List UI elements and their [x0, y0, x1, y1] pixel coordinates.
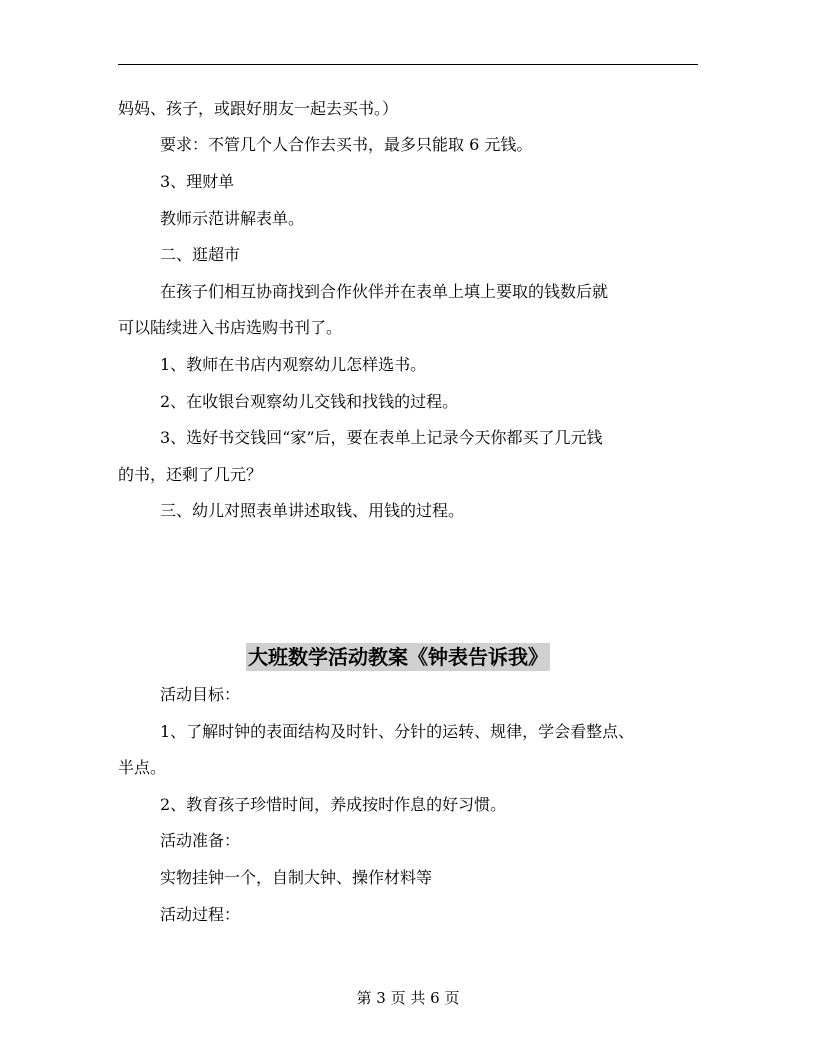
header-rule	[118, 64, 698, 65]
paragraph-line: 2、在收银台观察幼儿交钱和找钱的过程。	[160, 392, 459, 411]
paragraph-line: 1、了解时钟的表面结构及时针、分针的运转、规律，学会看整点、	[160, 722, 635, 741]
section-heading: 二、逛超市	[160, 245, 241, 264]
paragraph-line: 可以陆续进入书店选购书刊了。	[118, 318, 343, 337]
paragraph-line: 教师示范讲解表单。	[160, 209, 305, 228]
paragraph-line: 的书，还剩了几元？	[118, 465, 263, 484]
section-heading: 活动过程：	[160, 905, 241, 924]
section-heading: 活动目标：	[160, 685, 241, 704]
paragraph-line: 实物挂钟一个，自制大钟、操作材料等	[160, 868, 433, 887]
paragraph-line: 3、理财单	[160, 172, 235, 191]
paragraph-line: 半点。	[118, 758, 167, 777]
section-heading: 三、幼儿对照表单讲述取钱、用钱的过程。	[160, 501, 465, 520]
paragraph-line: 妈妈、孩子，或跟好朋友一起去买书。）	[118, 99, 399, 118]
paragraph-line: 2、教育孩子珍惜时间，养成按时作息的好习惯。	[160, 795, 507, 814]
paragraph-line: 在孩子们相互协商找到合作伙伴并在表单上填上要取的钱数后就	[160, 282, 609, 301]
page-number: 第 3 页 共 6 页	[356, 989, 460, 1007]
paragraph-line: 要求：不管几个人合作去买书，最多只能取 6 元钱。	[160, 135, 533, 154]
paragraph-line: 3、选好书交钱回“家”后，要在表单上记录今天你都买了几元钱	[160, 428, 603, 447]
section-heading: 活动准备：	[160, 831, 241, 850]
lesson-title: 大班数学活动教案《钟表告诉我》	[248, 645, 548, 669]
paragraph-line: 1、教师在书店内观察幼儿怎样选书。	[160, 355, 427, 374]
